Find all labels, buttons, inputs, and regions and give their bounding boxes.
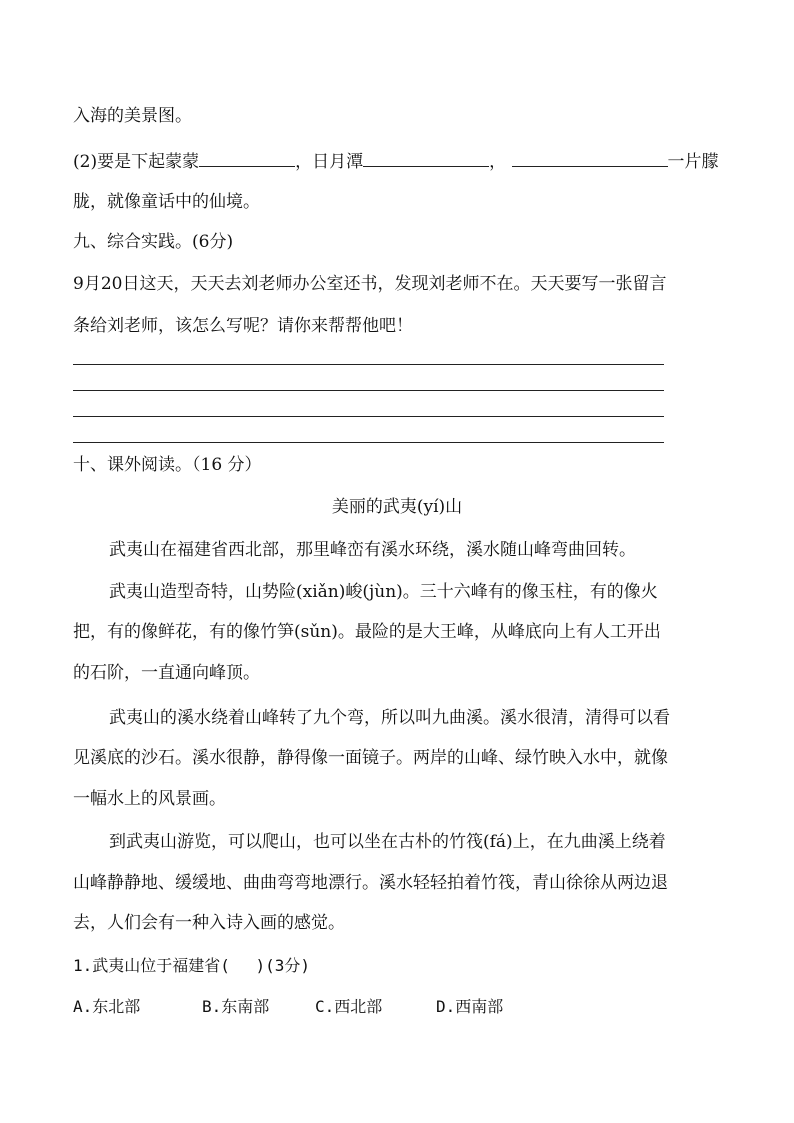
option-a[interactable]: A.东北部: [73, 997, 141, 1016]
section-heading: 十、课外阅读。（16 分）: [73, 455, 262, 475]
option-d[interactable]: D.西南部: [436, 997, 504, 1016]
prompt-text: 9月20日这天，天天去刘老师办公室还书，发现刘老师不在。天天要写一张留言: [73, 274, 667, 294]
paragraph-line: 到武夷山游览，可以爬山，也可以坐在古朴的竹筏(fá)上，在九曲溪上绕着: [109, 832, 666, 852]
answer-line[interactable]: [73, 390, 664, 391]
paragraph-line: 去，人们会有一种入诗入画的感觉。: [73, 913, 345, 933]
paragraph-line: 武夷山造型奇特，山势险(xiǎn)峻(jùn)。三十六峰有的像玉柱，有的像火: [109, 582, 658, 602]
paragraph-line: 的石阶，一直通向峰顶。: [73, 663, 260, 683]
question-text: ，: [489, 152, 507, 172]
answer-blank[interactable]: [363, 150, 489, 167]
question-text: ，日月潭: [295, 152, 364, 172]
paragraph-line: 一幅水上的风景画。: [73, 789, 226, 809]
text-line: 入海的美景图。: [73, 106, 192, 126]
option-b[interactable]: B.东南部: [202, 997, 270, 1016]
article-title: 美丽的武夷(yí)山: [331, 497, 463, 517]
answer-blank[interactable]: [512, 150, 668, 167]
answer-line[interactable]: [73, 416, 664, 417]
text-line: 胧，就像童话中的仙境。: [73, 192, 260, 212]
paragraph-line: 武夷山在福建省西北部，那里峰峦有溪水环绕，溪水随山峰弯曲回转。: [109, 540, 636, 560]
option-c[interactable]: C.西北部: [315, 997, 383, 1016]
paragraph-line: 山峰静静地、缓缓地、曲曲弯弯地漂行。溪水轻轻拍着竹筏，青山徐徐从两边退: [73, 873, 668, 893]
answer-line[interactable]: [73, 442, 664, 443]
answer-line[interactable]: [73, 364, 664, 365]
fill-in-question: [73, 150, 719, 172]
section-heading: 九、综合实践。(6分): [73, 232, 234, 252]
question-stem: 1.武夷山位于福建省( )(3分): [73, 956, 311, 975]
prompt-text: 条给刘老师，该怎么写呢？请你来帮帮他吧！: [73, 316, 413, 336]
paragraph-line: 见溪底的沙石。溪水很静，静得像一面镜子。两岸的山峰、绿竹映入水中，就像: [73, 748, 668, 768]
paragraph-line: 把，有的像鲜花，有的像竹笋(sǔn)。最险的是大王峰，从峰底向上有人工开出: [73, 622, 661, 642]
question-text: 一片朦: [667, 152, 719, 172]
answer-blank[interactable]: [199, 150, 295, 167]
paragraph-line: 武夷山的溪水绕着山峰转了九个弯，所以叫九曲溪。溪水很清，清得可以看: [109, 708, 670, 728]
question-text: (2)要是下起蒙蒙: [73, 152, 200, 172]
